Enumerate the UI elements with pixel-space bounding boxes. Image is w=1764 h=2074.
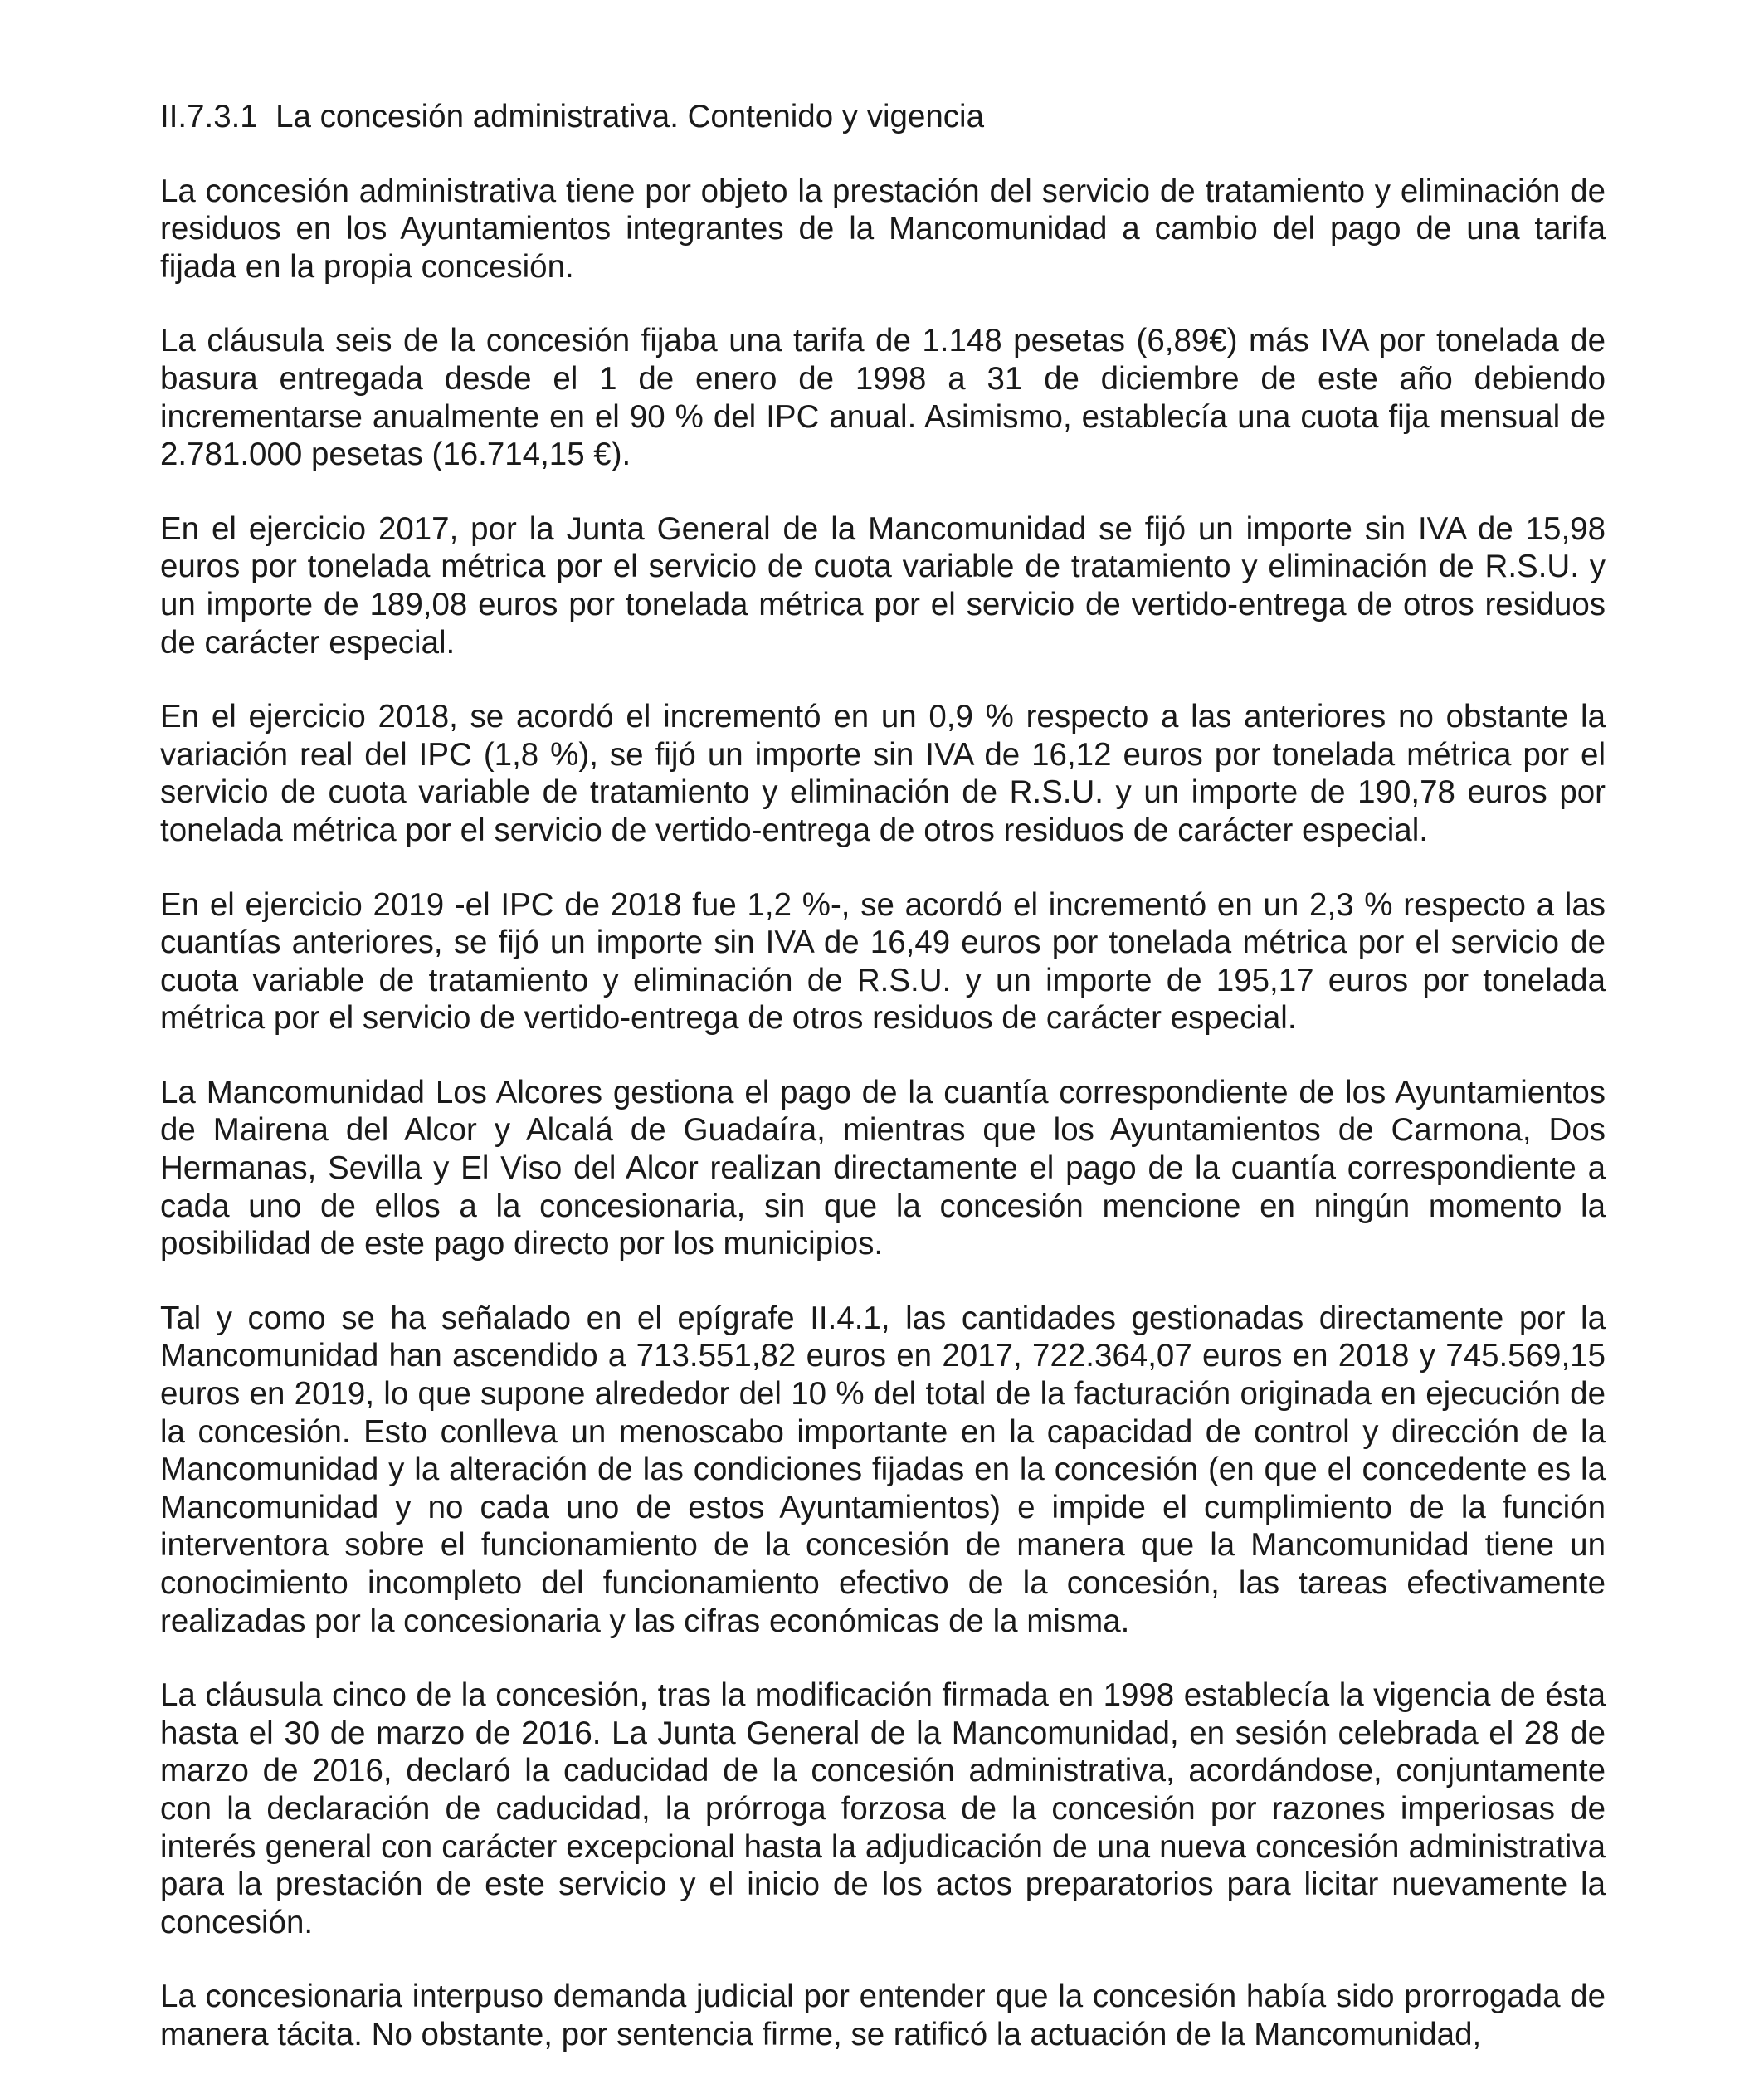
paragraph-2017: En el ejercicio 2017, por la Junta General de la Mancomunidad se fijó un importe sin IVA de 15,98 euros por tonelada métrica por el servicio de cuota variable de tratamiento y eliminación de R.S.U. y un importe de 189,08 euros por tonelada métrica por el servicio de vertido-entrega de otros residuos de carácter especial. — [160, 510, 1606, 661]
paragraph-purpose: La concesión administrativa tiene por objeto la prestación del servicio de tratamiento y eliminación de residuos en los Ayuntamientos integrantes de la Mancomunidad a cambio del pago de una tarifa fijada en la propia concesión. — [160, 173, 1606, 285]
paragraph-amounts-managed: Tal y como se ha señalado en el epígrafe II.4.1, las cantidades gestionadas directamente por la Mancomunidad han ascendido a 713.551,82 euros en 2017, 722.364,07 euros en 2018 y 745.569,15 euros en 2019, lo que supone alrededor del 10 % del total de la facturación originada en ejecución de la concesión. Esto conlleva un menoscabo importante en la capacidad de control y dirección de la Mancomunidad y la alteración de las condiciones fijadas en la concesión (en que el concedente es la Mancomunidad y no cada uno de estos Ayuntamientos) e impide el cumplimiento de la función interventora sobre el funcionamiento de la concesión de manera que la Mancomunidad tiene un conocimiento incompleto del funcionamiento efectivo de la concesión, las tareas efectivamente realizadas por la concesionaria y las cifras económicas de la misma. — [160, 1300, 1606, 1639]
paragraph-tariff-clause: La cláusula seis de la concesión fijaba una tarifa de 1.148 pesetas (6,89€) más IVA por tonelada de basura entregada desde el 1 de enero de 1998 a 31 de diciembre de este año debiendo incrementarse anualmente en el 90 % del IPC anual. Asimismo, establecía una cuota fija mensual de 2.781.000 pesetas (16.714,15 €). — [160, 323, 1606, 473]
section-heading: II.7.3.1 La concesión administrativa. Contenido y vigencia — [160, 99, 985, 134]
paragraph-payment-management: La Mancomunidad Los Alcores gestiona el pago de la cuantía correspondiente de los Ayuntamientos de Mairena del Alcor y Alcalá de Guadaíra, mientras que los Ayuntamientos de Carmona, Dos Hermanas, Sevilla y El Viso del Alcor realizan directamente el pago de la cuantía correspondiente a cada uno de ellos a la concesionaria, sin que la concesión mencione en ningún momento la posibilidad de este pago directo por los municipios. — [160, 1074, 1606, 1262]
paragraph-2019: En el ejercicio 2019 -el IPC de 2018 fue 1,2 %-, se acordó el incrementó en un 2,3 % respecto a las cuantías anteriores, se fijó un importe sin IVA de 16,49 euros por tonelada métrica por el servicio de cuota variable de tratamiento y eliminación de R.S.U. y un importe de 195,17 euros por tonelada métrica por el servicio de vertido-entrega de otros residuos de carácter especial. — [160, 886, 1606, 1037]
document-page — [160, 98, 1606, 2054]
paragraph-2018: En el ejercicio 2018, se acordó el incrementó en un 0,9 % respecto a las anteriores no obstante la variación real del IPC (1,8 %), se fijó un importe sin IVA de 16,12 euros por tonelada métrica por el servicio de cuota variable de tratamiento y eliminación de R.S.U. y un importe de 190,78 euros por tonelada métrica por el servicio de vertido-entrega de otros residuos de carácter especial. — [160, 699, 1606, 848]
paragraph-validity: La cláusula cinco de la concesión, tras la modificación firmada en 1998 establecía la vigencia de ésta hasta el 30 de marzo de 2016. La Junta General de la Mancomunidad, en sesión celebrada el 28 de marzo de 2016, declaró la caducidad de la concesión administrativa, acordándose, conjuntamente con la declaración de caducidad, la prórroga forzosa de la concesión por razones imperiosas de interés general con carácter excepcional hasta la adjudicación de una nueva concesión administrativa para la prestación de este servicio y el inicio de los actos preparatorios para licitar nuevamente la concesión. — [160, 1677, 1606, 1940]
paragraph-lawsuit: La concesionaria interpuso demanda judicial por entender que la concesión había sido prorrogada de manera tácita. No obstante, por sentencia firme, se ratificó la actuación de la Mancomunidad, — [160, 1979, 1606, 2052]
